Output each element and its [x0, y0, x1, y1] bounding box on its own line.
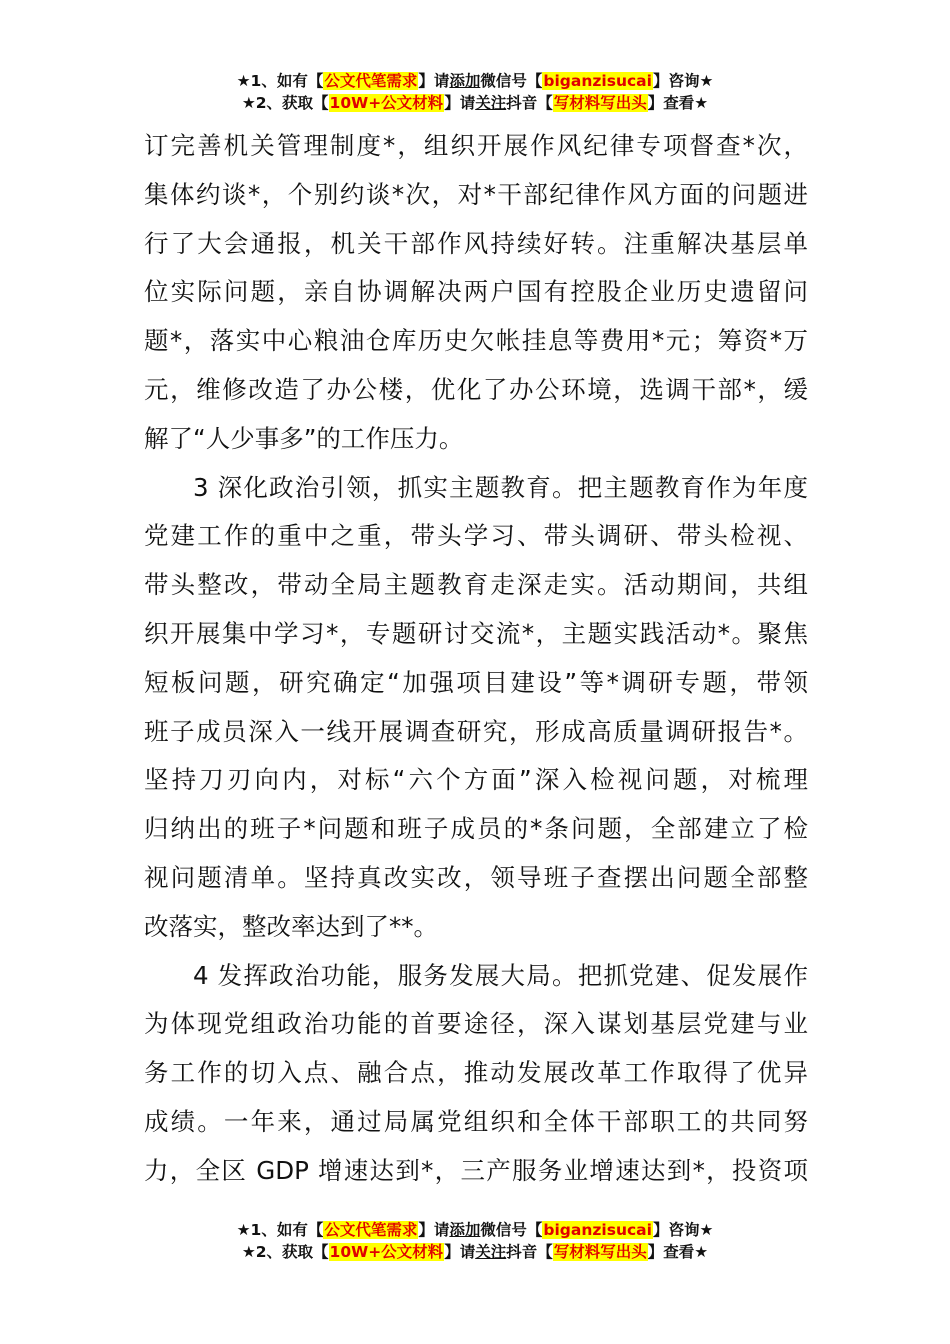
highlight-text: biganzisucai [543, 72, 652, 90]
highlight-text: biganzisucai [543, 1221, 652, 1239]
text-line: 3 深化政治引领，抓实主题教育。把主题教育作为年度 [193, 472, 808, 502]
text-line: 党建工作的重中之重，带头学习、带头调研、带头检视、 [144, 521, 808, 551]
text-line: 行了大会通报，机关干部作风持续好转。注重解决基层单 [144, 228, 808, 258]
text-line: 坚持刀刃向内，对标“六个方面”深入检视问题，对梳理 [144, 765, 808, 795]
highlight-text: 公文代笔需求 [324, 1221, 418, 1239]
text-line: 改落实，整改率达到了**。 [144, 911, 438, 941]
document-body [144, 122, 808, 1196]
text-line: 集体约谈*，个别约谈*次，对*干部纪律作风方面的问题进 [144, 179, 808, 209]
header-banner-line-1: ★1、如有【公文代笔需求】请添加微信号【biganzisucai】咨询★ [236, 72, 714, 90]
highlight-text: 写材料写出头 [553, 1243, 647, 1261]
text-line: 成绩。一年来，通过局属党组织和全体干部职工的共同努 [144, 1106, 808, 1136]
text-line: 订完善机关管理制度*，组织开展作风纪律专项督查*次， [144, 131, 808, 160]
header-banner-line-2: ★2、获取【10W+公文材料】请关注抖音【写材料写出头】查看★ [241, 94, 709, 112]
text-line: 4 发挥政治功能，服务发展大局。把抓党建、促发展作 [193, 960, 808, 990]
footer-banner [0, 1219, 950, 1263]
text-line: 位实际问题，亲自协调解决两户国有控股企业历史遗留问 [144, 277, 808, 307]
text-line: 题*，落实中心粮油仓库历史欠帐挂息等费用*元；筹资*万 [144, 326, 808, 356]
text-line: 带头整改，带动全局主题教育走深走实。活动期间，共组 [144, 570, 808, 600]
footer-banner-line-1: ★1、如有【公文代笔需求】请添加微信号【biganzisucai】咨询★ [236, 1221, 714, 1239]
text-line: 为体现党组政治功能的首要途径，深入谋划基层党建与业 [144, 1009, 808, 1039]
highlight-text: 写材料写出头 [553, 94, 647, 112]
footer-banner-line-2: ★2、获取【10W+公文材料】请关注抖音【写材料写出头】查看★ [241, 1243, 709, 1261]
paragraph-1 [144, 122, 808, 464]
text-line: 解了“人少事多”的工作压力。 [144, 423, 464, 453]
paragraph-3 [144, 952, 808, 1196]
text-line: 元，维修改造了办公楼，优化了办公环境，选调干部*，缓 [144, 374, 808, 404]
highlight-text: 10W+公文材料 [329, 1243, 444, 1261]
text-line: 短板问题，研究确定“加强项目建设”等*调研专题，带领 [144, 667, 808, 697]
text-line: 力，全区 GDP 增速达到*，三产服务业增速达到*，投资项 [144, 1155, 808, 1185]
highlight-text: 公文代笔需求 [324, 72, 418, 90]
highlight-text: 10W+公文材料 [329, 94, 444, 112]
text-line: 务工作的切入点、融合点，推动发展改革工作取得了优异 [144, 1058, 808, 1088]
text-line: 织开展集中学习*，专题研讨交流*，主题实践活动*。聚焦 [144, 618, 808, 648]
text-line: 班子成员深入一线开展调查研究，形成高质量调研报告*。 [144, 716, 808, 746]
text-line: 归纳出的班子*问题和班子成员的*条问题，全部建立了检 [144, 814, 808, 844]
header-banner [0, 70, 950, 114]
text-line: 视问题清单。坚持真改实改，领导班子查摆出问题全部整 [144, 862, 808, 892]
paragraph-2 [144, 464, 808, 952]
